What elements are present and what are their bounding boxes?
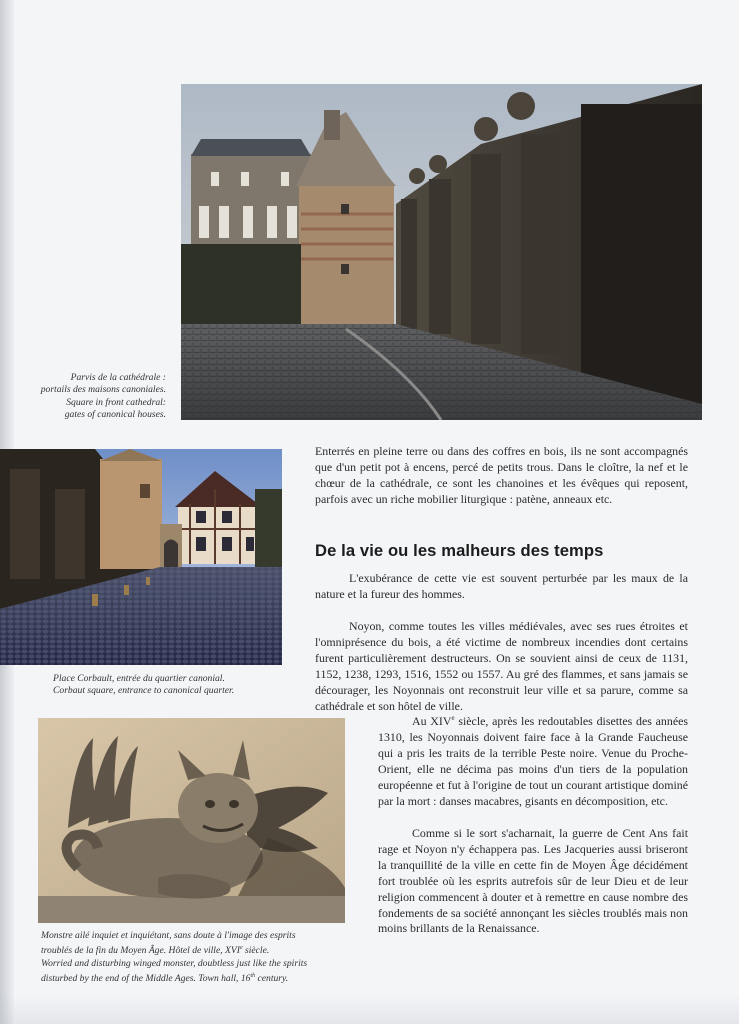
caption-top-fr-line-1: Parvis de la cathédrale : [70, 372, 166, 383]
caption-middle-en: Corbaut square, entrance to canonical quarter. [53, 685, 235, 697]
plague-century-sup: e [451, 714, 455, 723]
caption-bottom-en-line-1: Worried and disturbing winged monster, doubtless just like the spirits [41, 958, 308, 969]
plague-lead: Au XIV [412, 714, 452, 728]
paragraph-burials: Enterrés en pleine terre ou dans des coffres en bois, ils ne sont accompagnés que d'un petit pot à encens, percé de petits trous. Dans le cloître, la nef et le chœur de la cathédrale, ce sont les chanoines et les évêques qui reposent, parfois avec un riche mobilier liturgique : patène, anneaux etc. [315, 444, 688, 506]
paragraph-plague [378, 714, 688, 809]
caption-cathedral-square [22, 372, 166, 422]
caption-bottom-en-line-2: disturbed by the end of the Middle Ages. Town hall, 16th century. [41, 973, 289, 985]
paragraph-exuberance: L'exubérance de cette vie est souvent perturbée par les maux de la nature et la fureur des hommes. [315, 571, 688, 601]
caption-place-corbault [53, 673, 293, 698]
paragraph-fires: Noyon, comme toutes les villes médiévales, avec ses rues étroites et l'omniprésence du bois, a été victime de nombreux incendies dont certains furent particulièrement destructeurs. On se souvient ainsi de ceux de 1131, 1152, 1238, 1293, 1516, 1552 ou 1557. Au gré des flammes, et sans jamais se décourager, les Noyonnais ont reconstruit leur ville et sa parure, comme sa cathédrale et son hôtel de ville. [315, 619, 688, 713]
caption-bottom-fr-line-2: troublés de la fin du Moyen Âge. Hôtel de ville, XVIe siècle. [41, 945, 270, 957]
section-heading: De la vie ou les malheurs des temps [315, 541, 604, 560]
plague-text: siècle, après les redoutables disettes des années 1310, les Noyonnais doivent faire face à la Grande Faucheuse qui a pris les traits de la terrible Peste noire. Venue du Proche-Orient, elle ne décima pas moins d'un tiers de la population européenne et fut à l'origine de tout un courant artistique dominé par la mort : danses macabres, gisants en décomposition, etc. [378, 714, 689, 808]
caption-top-fr-line-2: portails des maisons canoniales. [40, 384, 166, 396]
paragraph-hundred-years-war: Comme si le sort s'acharnait, la guerre de Cent Ans fait rage et Noyon n'y échappera pas. Les Jacqueries aussi briseront la tranquillité de la ville en cette fin de Moyen Âge décidément fort troublée où les esprits autrefois sûr de leur Dieu et de leur religion commencent à douter et à remettre en cause nombre des fondements de sa société annonçant les siècles troublés mais non moins brillants de la Renaissance. [378, 826, 688, 936]
caption-middle-fr: Place Corbault, entrée du quartier canonial. [53, 673, 225, 684]
photo-winged-monster [38, 718, 345, 923]
caption-bottom-fr-line-1: Monstre ailé inquiet et inquiétant, sans doute à l'image des esprits [41, 930, 296, 941]
photo-place-corbault [0, 449, 282, 665]
photo-cathedral-square [181, 84, 702, 420]
page-bottom-shade [0, 994, 739, 1024]
caption-top-en-line-1: Square in front cathedral: [66, 396, 166, 408]
caption-winged-monster [41, 930, 361, 986]
caption-top-en-line-2: gates of canonical houses. [64, 409, 166, 421]
